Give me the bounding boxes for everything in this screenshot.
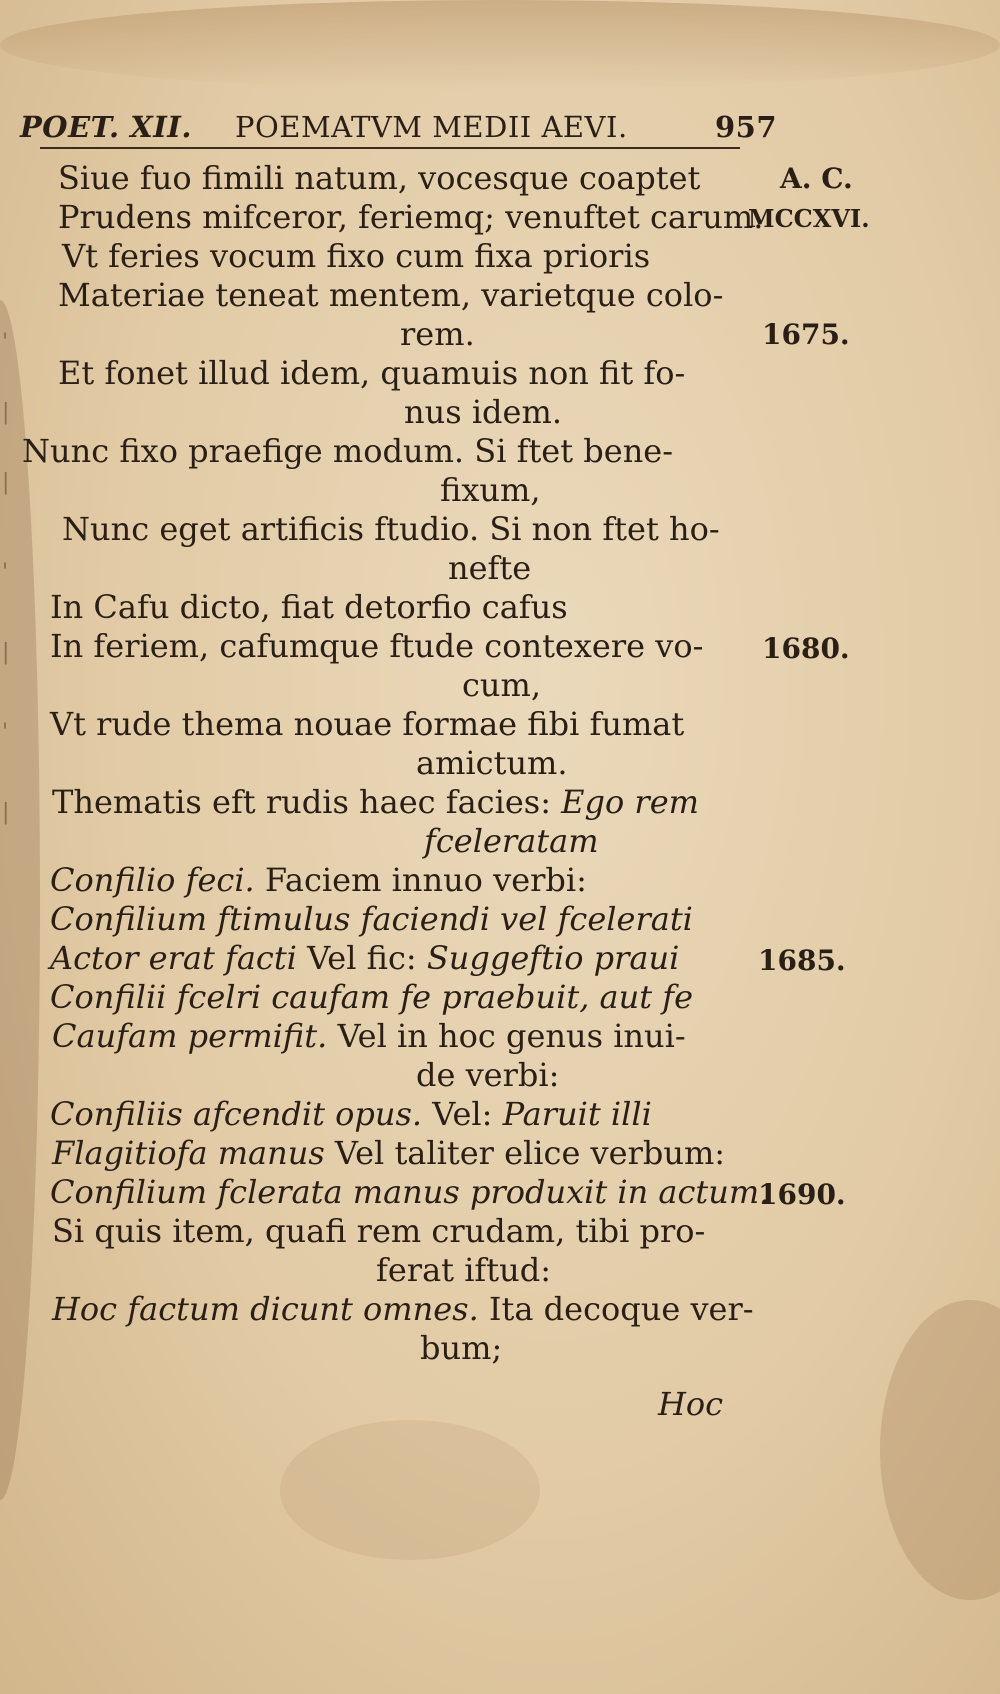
line-italic: Paruit illi — [502, 1095, 652, 1133]
line-italic: Flagitiofa manus — [52, 1134, 325, 1172]
edge-mark: | — [2, 800, 10, 825]
text-line: Vt rude thema nouae formae fibi fumat — [50, 705, 685, 743]
text-line: In Cafu dicto, fiat detorfio cafus — [50, 588, 568, 626]
text-line: bum; — [420, 1329, 503, 1367]
text-line: Confilii fcelri caufam fe praebuit, aut fe — [50, 978, 694, 1016]
text-line — [52, 1135, 725, 1171]
running-header — [20, 110, 778, 150]
header-section: POET. XII. — [20, 110, 192, 144]
text-line: de verbi: — [416, 1056, 560, 1094]
line-roman: Vel in hoc genus inui- — [327, 1017, 686, 1055]
text-line: Prudens mifceror, feriemq; venuftet carum. — [58, 198, 764, 236]
edge-mark: | — [2, 400, 10, 425]
lower-stain — [280, 1420, 540, 1560]
edge-mark: ' — [2, 560, 9, 585]
text-line: fceleratam — [424, 822, 599, 860]
top-edge-shadow — [0, 0, 1000, 90]
text-line — [52, 784, 699, 820]
text-line: In feriem, cafumque ftude contexere vo- — [50, 627, 704, 665]
margin-roman-year: MCCXVI. — [748, 204, 870, 233]
text-line: nefte — [448, 549, 532, 587]
line-italic: Ego rem — [561, 783, 699, 821]
line-roman: Vel taliter elice verbum: — [324, 1134, 726, 1172]
line-roman: Ita decoque ver- — [478, 1290, 754, 1328]
header-rule — [40, 147, 740, 149]
text-line: Siue fuo fimili natum, vocesque coaptet — [58, 159, 701, 197]
edge-mark: | — [2, 640, 10, 665]
margin-line-number: 1675. — [762, 318, 850, 351]
text-line — [50, 862, 587, 898]
line-italic: Caufam permifit. — [52, 1017, 328, 1055]
line-roman: Thematis eft rudis haec facies: — [52, 783, 562, 821]
text-line — [50, 940, 679, 976]
line-italic: Suggeftio praui — [426, 939, 680, 977]
text-line: Et fonet illud idem, quamuis non fit fo- — [58, 354, 686, 392]
text-line: fixum, — [440, 471, 541, 509]
header-title: POEMATVM MEDII AEVI. — [235, 110, 628, 144]
corner-stain — [880, 1300, 1000, 1600]
line-italic: Hoc factum dicunt omnes. — [52, 1290, 479, 1328]
margin-line-number: 1680. — [762, 632, 850, 665]
text-line: amictum. — [416, 744, 568, 782]
text-line: Nunc fixo praefige modum. Si ftet bene- — [22, 432, 674, 470]
text-line: rem. — [400, 315, 475, 353]
edge-mark: ' — [2, 330, 9, 355]
text-line: ferat iftud: — [376, 1251, 551, 1289]
text-line: Confilium ftimulus faciendi vel fcelerati — [50, 900, 693, 938]
text-line — [52, 1291, 754, 1327]
text-line — [50, 1096, 652, 1132]
text-line: Confilium fclerata manus produxit in actum. — [50, 1173, 770, 1211]
page-number: 957 — [715, 110, 778, 144]
text-line: Vt feries vocum fixo cum fixa prioris — [62, 237, 651, 275]
edge-mark: ' — [2, 720, 9, 745]
margin-line-number: 1685. — [758, 944, 846, 977]
text-line: Si quis item, quafi rem crudam, tibi pro- — [52, 1212, 706, 1250]
text-line — [52, 1018, 686, 1054]
text-line: cum, — [462, 666, 542, 704]
text-line: nus idem. — [404, 393, 562, 431]
margin-line-number: 1690. — [758, 1178, 846, 1211]
catchword: Hoc — [658, 1385, 724, 1423]
line-italic: Confilio feci. — [50, 861, 255, 899]
line-italic: Confiliis afcendit opus. — [50, 1095, 423, 1133]
line-roman: Vel: — [422, 1095, 503, 1133]
text-line: Materiae teneat mentem, varietque colo- — [58, 276, 724, 314]
line-roman: Vel fic: — [296, 939, 427, 977]
text-line: Nunc eget artificis ftudio. Si non ftet ho- — [62, 510, 720, 548]
edge-mark: | — [2, 470, 10, 495]
margin-year-label: A. C. — [780, 162, 853, 195]
line-roman: Faciem innuo verbi: — [254, 861, 587, 899]
line-italic: Actor erat facti — [50, 939, 297, 977]
